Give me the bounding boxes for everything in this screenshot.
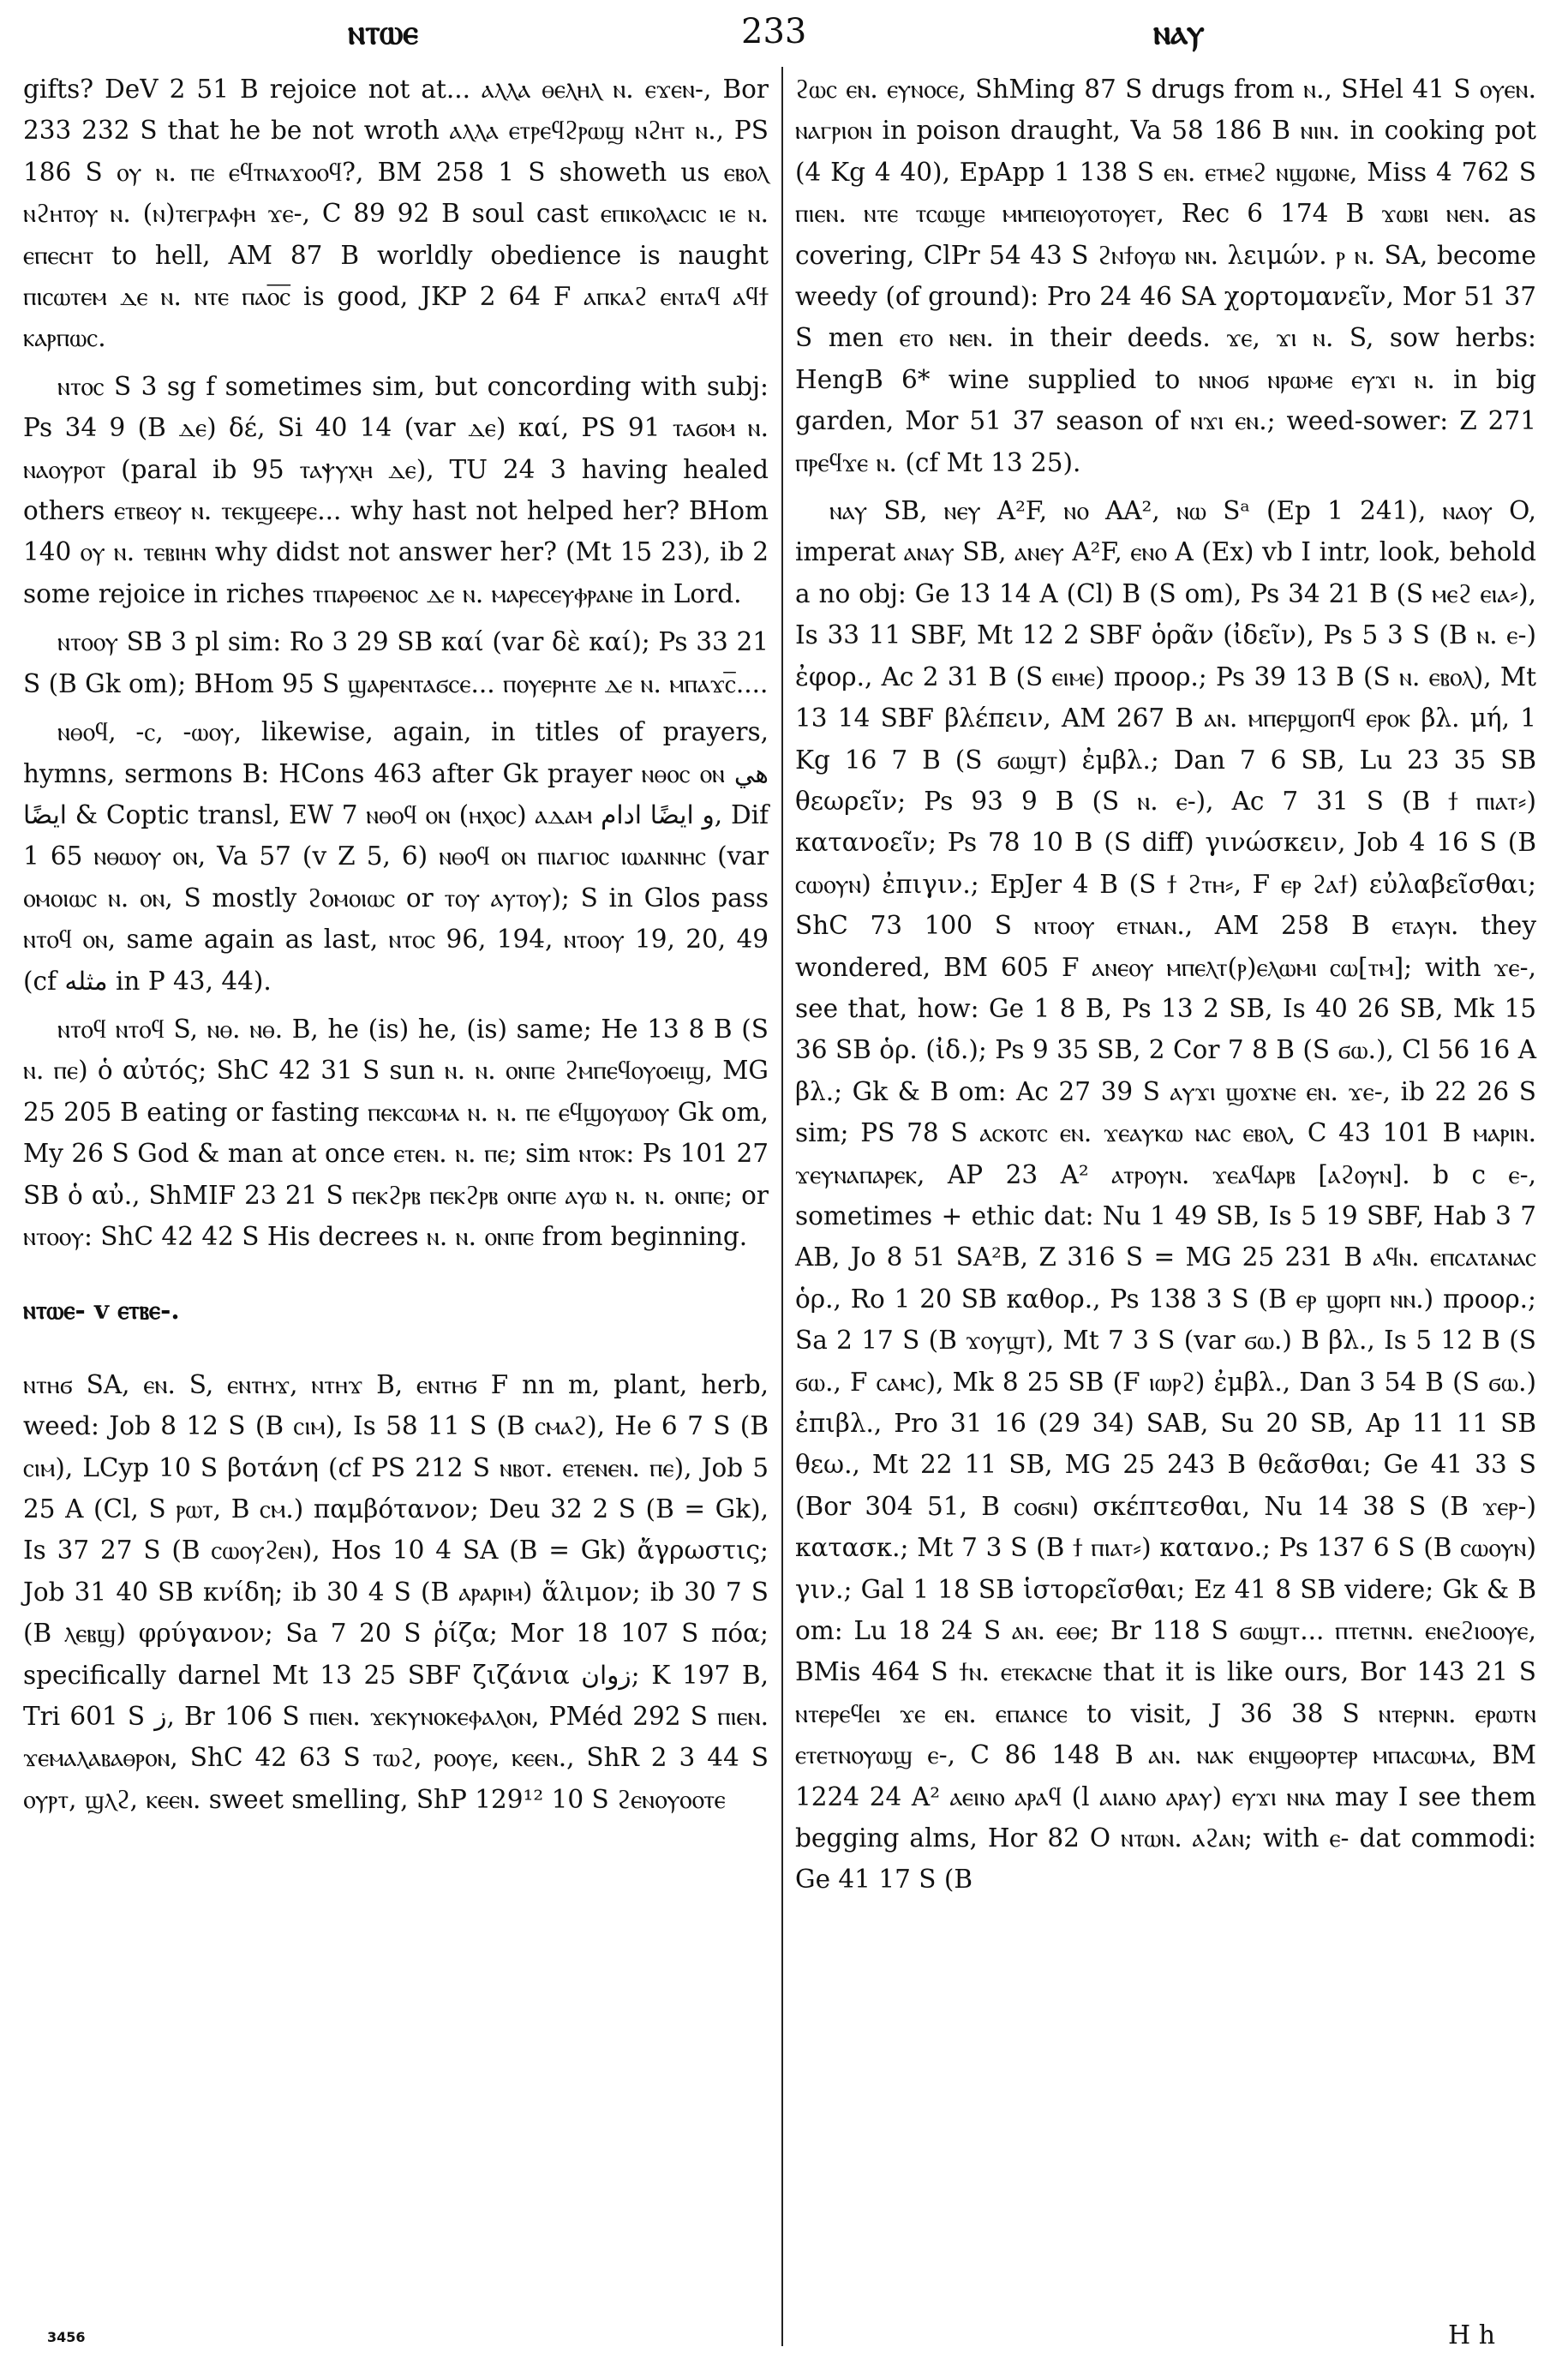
entry-ntwe: ⲛⲧⲱⲉ- v ⲉⲧⲃⲉ-. xyxy=(23,1295,180,1326)
printer-signature: 3456 xyxy=(47,2329,86,2345)
entry-ntos: ⲛⲧⲟⲥ S 3 sg f sometimes sim, but concording with subj: Ps 34 9 (B ⲇⲉ) δέ, Si 40 14 (var ⲇⲉ) καί, PS 91 ⲧⲁϭⲟⲙ ⲛ. ⲛⲁⲟⲩⲣⲟⲧ (paral ib 95 ⲧⲁⲯⲩⲭⲏ ⲇⲉ), TU 24 3 having healed others ⲉⲧⲃⲉⲟⲩ ⲛ. ⲧⲉⲕϣⲉⲉⲣⲉ... why hast not helped her? BHom 140 ⲟⲩ ⲛ. ⲧⲉⲃⲓⲏⲛ why didst not answer her? (Mt 15 23), ib 2 some rejoice in riches ⲧⲡⲁⲣⲑⲉⲛⲟⲥ ⲇⲉ ⲛ. ⲙⲁⲣⲉⲥⲉⲩⲫⲣⲁⲛⲉ in Lord. xyxy=(23,371,769,608)
entry-continuation: gifts? DeV 2 51 B rejoice not at... ⲁⲗⲗⲁ ⲑⲉⲗⲏⲗ ⲛ. ⲉϫⲉⲛ-, Bor 233 232 S that he be not wroth ⲁⲗⲗⲁ ⲉⲧⲣⲉϥϩⲣⲱϣ ⲛϩⲏⲧ ⲛ., PS 186 S ⲟⲩ ⲛ. ⲡⲉ ⲉϥⲧⲛⲁϫⲟⲟϥ?, BM 258 1 S showeth us ⲉⲃⲟⲗ ⲛϩⲏⲧⲟⲩ ⲛ. (ⲛ)ⲧⲉⲅⲣⲁⲫⲏ ϫⲉ-, C 89 92 B soul cast ⲉⲡⲓⲕⲟⲗⲁⲥⲓⲥ ⲓⲉ ⲛ. ⲉⲡⲉⲥⲏⲧ to hell, AM 87 B worldly obedience is naught ⲡⲓⲥⲱⲧⲉⲙ ⲇⲉ ⲛ. ⲛⲧⲉ ⲡⲁⲟ̅ⲥ̅ is good, JKP 2 64 F ⲁⲡⲕⲁϩ ⲉⲛⲧⲁϥ ⲁϥϯ ⲕⲁⲣⲡⲱⲥ. xyxy=(23,75,769,353)
running-head-right: ⲛⲁⲩ xyxy=(1153,12,1205,52)
entry-nthof: ⲛⲑⲟϥ, -ⲥ, -ⲱⲟⲩ, likewise, again, in titles of prayers, hymns, sermons B: HCons 463 after Gk prayer ⲛⲑⲟⲥ ⲟⲛ هي ايضًا & Coptic transl, EW 7 ⲛⲑⲟϥ ⲟⲛ (ⲏⲭⲟⲥ) ⲁⲇⲁⲙ و ايضًا ادام, Dif 1 65 ⲛⲑⲱⲟⲩ ⲟⲛ, Va 57 (v Z 5, 6) ⲛⲑⲟϥ ⲟⲛ ⲡⲓⲁⲅⲓⲟⲥ ⲓⲱⲁⲛⲛⲏⲥ (var ⲟⲙⲟⲓⲱⲥ ⲛ. ⲟⲛ, S mostly ϩⲟⲙⲟⲓⲱⲥ or ⲧⲟⲩ ⲁⲩⲧⲟⲩ); S in Glos pass ⲛⲧⲟϥ ⲟⲛ, same again as last, ⲛⲧⲟⲥ 96, 194, ⲛⲧⲟⲟⲩ 19, 20, 49 (cf مثله in P 43, 44). xyxy=(23,717,769,996)
entry-ntej-continued: ϩⲱⲥ ⲉⲛ. ⲉⲩⲛⲟⲥⲉ, ShMing 87 S drugs from ⲛ., SHel 41 S ⲟⲩⲉⲛ. ⲛⲁⲅⲣⲓⲟⲛ in poison draught, Va 58 186 B ⲛⲓⲛ. in cooking pot (4 Kg 4 40), EpApp 1 138 S ⲉⲛ. ⲉⲧⲙⲉϩ ⲛϣⲱⲛⲉ, Miss 4 762 S ⲡⲓⲉⲛ. ⲛⲧⲉ ⲧⲥⲱϣⲉ ⲙⲙⲡⲉⲓⲟⲩⲟⲧⲟⲩⲉⲧ, Rec 6 174 B ϫⲱⲃⲓ ⲛⲉⲛ. as covering, ClPr 54 43 S ϩⲛϯⲟⲩⲱ ⲛⲛ. λειμών. ⲣ ⲛ. SA, become weedy (of ground): Pro 24 46 SA χορτομανεῖν, Mor 51 37 S men ⲉⲧⲟ ⲛⲉⲛ. in their deeds. ϫⲉ, ϫⲓ ⲛ. S, sow herbs: HengB 6* wine supplied to ⲛⲛⲟϭ ⲛⲣⲱⲙⲉ ⲉⲩϫⲓ ⲛ. in big garden, Mor 51 37 season of ⲛϫⲓ ⲉⲛ.; weed-sower: Z 271 ⲡⲣⲉϥϫⲉ ⲛ. (cf Mt 13 25). xyxy=(795,75,1536,477)
entry-ntej: ⲛⲧⲏϭ SA, ⲉⲛ. S, ⲉⲛⲧⲏϫ, ⲛⲧⲏϫ B, ⲉⲛⲧⲏϭ F nn m, plant, herb, weed: Job 8 12 S (B ⲥⲓⲙ), Is 58 11 S (B ⲥⲙⲁϩ), He 6 7 S (B ⲥⲓⲙ), LCyp 10 S βοτάνη (cf PS 212 S ⲛⲃⲟⲧ. ⲉⲧⲉⲛⲉⲛ. ⲡⲉ), Job 5 25 A (Cl, S ⲣⲱⲧ, B ⲥⲙ.) παμβότανον; Deu 32 2 S (B = Gk), Is 37 27 S (B ⲥⲱⲟⲩϩⲉⲛ), Hos 10 4 SA (B = Gk) ἄγρωστις; Job 31 40 SB κνίδη; ib 30 4 S (B ⲁⲣⲁⲣⲓⲙ) ἅλιμον; ib 30 7 S (B ⲗⲉⲃϣ) φρύγανον; Sa 7 20 S ῥίζα; Mor 18 107 S πόα; specifically darnel Mt 13 25 SBF ζιζάνια زوان; K 197 B, Tri 601 S ز, Br 106 S ⲡⲓⲉⲛ. ϫⲉⲕⲩⲛⲟⲕⲉⲫⲁⲗⲟⲛ, PMéd 292 S ⲡⲓⲉⲛ. ϫⲉⲙⲁⲗⲁⲃⲁⲑⲣⲟⲛ, ShC 42 63 S ⲧⲱϩ, ⲣⲟⲟⲩⲉ, ⲕⲉⲉⲛ., ShR 2 3 44 S ⲟⲩⲣⲧ, ϣⲗϩ, ⲕⲉⲉⲛ. sweet smelling, ShP 129¹² 10 S ϩⲉⲛⲟⲩⲟⲟⲧⲉ xyxy=(23,1369,769,1814)
entry-ntoou: ⲛⲧⲟⲟⲩ SB 3 pl sim: Ro 3 29 SB καί (var δὲ καί); Ps 33 21 S (B Gk om); BHom 95 S ϣⲁⲣⲉⲛⲧⲁϭⲥⲉ... ⲡⲟⲩⲉⲣⲏⲧⲉ ⲇⲉ ⲛ. ⲙⲡⲁϫⲥ̅.... xyxy=(23,627,769,698)
right-column xyxy=(795,69,1536,1907)
left-column xyxy=(23,69,769,1827)
gathering-mark: H h xyxy=(1448,2320,1496,2350)
page-number: 233 xyxy=(741,12,807,51)
running-head-left: ⲛⲧⲱⲉ xyxy=(348,12,418,52)
column-divider xyxy=(781,67,783,2346)
entry-nau: ⲛⲁⲩ SB, ⲛⲉⲩ A²F, ⲛⲟ AA², ⲛⲱ Sᵃ (Ep 1 241), ⲛⲁⲟⲩ O, imperat ⲁⲛⲁⲩ SB, ⲁⲛⲉⲩ A²F, ⲉⲛⲟ A (Ex) vb I intr, look, behold a no obj: Ge 13 14 A (Cl) B (S om), Ps 34 21 B (S ⲙⲉϩ ⲉⲓⲁ⸗), Is 33 11 SBF, Mt 12 2 SBF ὁρᾶν (ἰδεῖν), Ps 5 3 S (B ⲛ. ⲉ-) ἐφορ., Ac 2 31 B (S ⲉⲓⲙⲉ) προορ.; Ps 39 13 B (S ⲛ. ⲉⲃⲟⲗ), Mt 13 14 SBF βλέπειν, AM 267 B ⲁⲛ. ⲙⲡⲉⲣϣⲟⲡϥ ⲉⲣⲟⲕ βλ. μή, 1 Kg 16 7 B (S ϭⲱϣⲧ) ἐμβλ.; Dan 7 6 SB, Lu 23 35 SB θεωρεῖν; Ps 93 9 B (S ⲛ. ⲉ-), Ac 7 31 S (B ϯ ⲡⲓⲁⲧ⸗) κατανοεῖν; Ps 78 10 B (S diff) γινώσκειν, Job 4 16 S (B ⲥⲱⲟⲩⲛ) ἐπιγιν.; EpJer 4 B (S ϯ ϩⲧⲏ⸗, F ⲉⲣ ϩⲁϯ) εὐλαβεῖσθαι; ShC 73 100 S ⲛⲧⲟⲟⲩ ⲉⲧⲛⲁⲛ., AM 258 B ⲉⲧⲁⲩⲛ. they wondered, BM 605 F ⲁⲛⲉⲟⲩ ⲙⲡⲉⲗⲧ(ⲣ)ⲉⲗⲱⲙⲓ ⲥⲱ[ⲧⲙ]; with ϫⲉ-, see that, how: Ge 1 8 B, Ps 13 2 SB, Is 40 26 SB, Mk 15 36 SB ὁρ. (ἰδ.); Ps 9 35 SB, 2 Cor 7 8 B (S ϭⲱ.), Cl 56 16 A βλ.; Gk & B om: Ac 27 39 S ⲁⲩϫⲓ ϣⲟϫⲛⲉ ⲉⲛ. ϫⲉ-, ib 22 26 S sim; PS 78 S ⲁⲥⲕⲟⲧⲥ ⲉⲛ. ϫⲉⲁⲩⲕⲱ ⲛⲁⲥ ⲉⲃⲟⲗ, C 43 101 B ⲙⲁⲣⲓⲛ. ϫⲉⲩⲛⲁⲡⲁⲣⲉⲕ, AP 23 A² ⲁⲧⲣⲟⲩⲛ. ϫⲉⲁϥⲁⲣⲃ [ⲁϩⲟⲩⲛ]. b c ⲉ-, sometimes + ethic dat: Nu 1 49 SB, Is 5 19 SBF, Hab 3 7 AB, Jo 8 51 SA²B, Z 316 S = MG 25 231 B ⲁϥⲛ. ⲉⲡⲥⲁⲧⲁⲛⲁⲥ ὁρ., Ro 1 20 SB καθορ., Ps 138 3 S (B ⲉⲣ ϣⲟⲣⲡ ⲛⲛ.) προορ.; Sa 2 17 S (B ϫⲟⲩϣⲧ), Mt 7 3 S (var ϭⲱ.) B βλ., Is 5 12 B (S ϭⲱ., F ⲥⲁⲙⲥ), Mk 8 25 SB (F ⲓⲱⲣϩ) ἐμβλ., Dan 3 54 B (S ϭⲱ.) ἐπιβλ., Pro 31 16 (29 34) SAB, Su 20 SB, Ap 11 11 SB θεω., Mt 22 11 SB, MG 25 243 B θεᾶσθαι; Ge 41 33 S (Bor 304 51, B ⲥⲟϭⲛⲓ) σκέπτεσθαι, Nu 14 38 S (B ϫⲉⲣ-) κατασκ.; Mt 7 3 S (B ϯ ⲡⲓⲁⲧ⸗) κατανο.; Ps 137 6 S (B ⲥⲱⲟⲩⲛ) γιν.; Gal 1 18 SB ἱστορεῖσθαι; Ez 41 8 SB videre; Gk & B om: Lu 18 24 S ⲁⲛ. ⲉⲑⲉ; Br 118 S ϭⲱϣⲧ... ⲡⲧⲉⲧⲛⲛ. ⲉⲛⲉϩⲓⲟⲟⲩⲉ, BMis 464 S ϯⲛ. ⲉⲧⲉⲕⲁⲥⲛⲉ that it is like ours, Bor 143 21 S ⲛⲧⲉⲣⲉϥⲉⲓ ϫⲉ ⲉⲛ. ⲉⲡⲁⲛⲥⲉ to visit, J 36 38 S ⲛⲧⲉⲣⲛⲛ. ⲉⲣⲱⲧⲛ ⲉⲧⲉⲧⲛⲟⲩⲱϣ ⲉ-, C 86 148 B ⲁⲛ. ⲛⲁⲕ ⲉⲛϣⲑⲟⲣⲧⲉⲣ ⲙⲡⲁⲥⲱⲙⲁ, BM 1224 24 A² ⲁⲉⲓⲛⲟ ⲁⲣⲁϥ (l ⲁⲓⲁⲛⲟ ⲁⲣⲁⲩ) ⲉⲩϫⲓ ⲛⲛⲁ may I see them begging alms, Hor 82 O ⲛⲧⲱⲛ. ⲁϩⲁⲛ; with ⲉ- dat commodi: Ge 41 17 S (B xyxy=(795,496,1536,1895)
entry-ntof-ntof: ⲛⲧⲟϥ ⲛⲧⲟϥ S, ⲛⲑ. ⲛⲑ. B, he (is) he, (is) same; He 13 8 B (S ⲛ. ⲡⲉ) ὁ αὐτός; ShC 42 31 S sun ⲛ. ⲛ. ⲟⲛⲡⲉ ϩⲙⲡⲉϥⲟⲩⲟⲉⲓϣ, MG 25 205 B eating or fasting ⲡⲉⲕⲥⲱⲙⲁ ⲛ. ⲛ. ⲡⲉ ⲉϥϣⲟⲩⲱⲟⲩ Gk om, My 26 S God & man at once ⲉⲧⲉⲛ. ⲛ. ⲡⲉ; sim ⲛⲧⲟⲕ: Ps 101 27 SB ὁ αὐ., ShMIF 23 21 S ⲡⲉⲕϩⲣⲃ ⲡⲉⲕϩⲣⲃ ⲟⲛⲡⲉ ⲁⲩⲱ ⲛ. ⲛ. ⲟⲛⲡⲉ; or ⲛⲧⲟⲟⲩ: ShC 42 42 S His decrees ⲛ. ⲛ. ⲟⲛⲡⲉ from beginning. xyxy=(23,1014,769,1251)
